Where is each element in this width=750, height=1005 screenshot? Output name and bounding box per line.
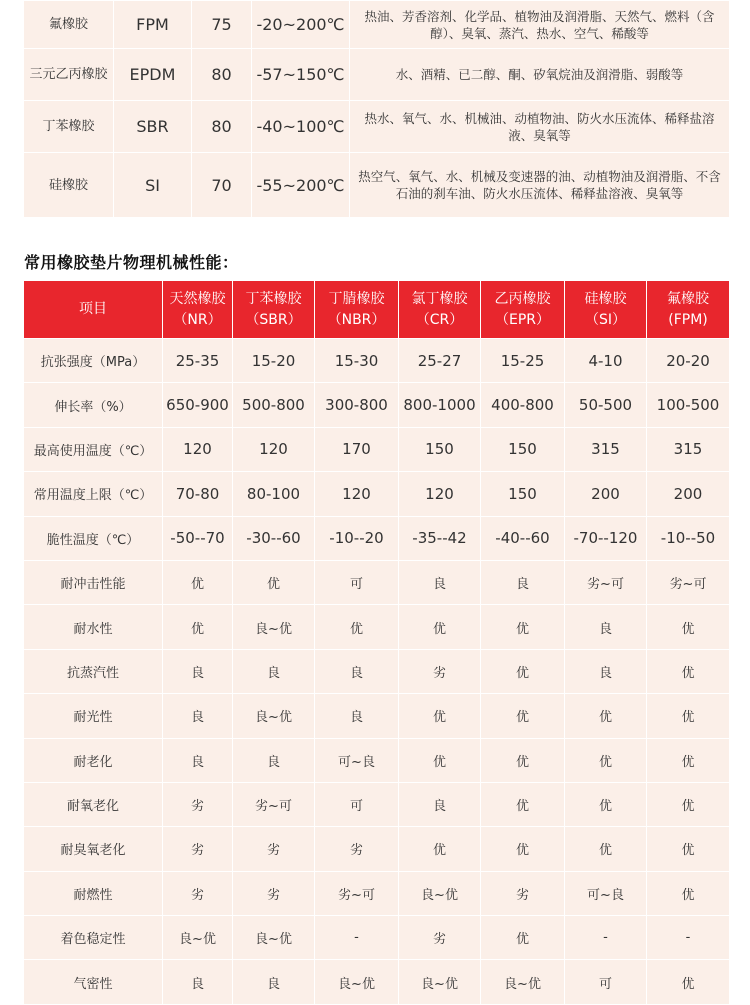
- property-value: -: [647, 916, 730, 960]
- property-label: 耐水性: [24, 605, 163, 649]
- properties-body: [24, 339, 730, 1005]
- property-value: 良: [163, 738, 233, 782]
- property-label: 最高使用温度（℃）: [24, 427, 163, 471]
- property-value: 可~良: [565, 871, 647, 915]
- property-label: 耐老化: [24, 738, 163, 782]
- header-code: （NR）: [173, 311, 222, 328]
- property-label: 耐冲击性能: [24, 560, 163, 604]
- property-value: 优: [481, 694, 565, 738]
- property-value: 优: [647, 649, 730, 693]
- material-code: EPDM: [114, 49, 192, 101]
- header-label: 项目: [79, 301, 107, 317]
- table-row: [24, 153, 730, 218]
- property-label: 耐燃性: [24, 871, 163, 915]
- property-value: 优: [647, 782, 730, 826]
- property-value: 优: [647, 827, 730, 871]
- property-value: 劣: [481, 871, 565, 915]
- table-row: [24, 916, 730, 960]
- material-code: SBR: [114, 101, 192, 153]
- table-row: [24, 560, 730, 604]
- header-code: （SBR）: [245, 311, 302, 328]
- hardness-value: 80: [192, 49, 252, 101]
- table-row: [24, 383, 730, 427]
- property-value: 良~优: [315, 960, 399, 1004]
- header-label: 丁腈橡胶: [328, 290, 385, 307]
- header-label: 乙丙橡胶: [494, 290, 551, 307]
- property-value: -10--50: [647, 516, 730, 560]
- property-value: 70-80: [163, 472, 233, 516]
- hardness-value: 70: [192, 153, 252, 218]
- property-value: 良~优: [233, 694, 315, 738]
- applicable-media: 热油、芳香溶剂、化学品、植物油及润滑脂、天然气、燃料（含醇）、臭氧、蒸汽、热水、空气、稀酸等: [350, 1, 730, 49]
- header-sbr: [233, 281, 315, 339]
- property-value: 150: [399, 427, 481, 471]
- property-label: 耐光性: [24, 694, 163, 738]
- property-value: 优: [565, 694, 647, 738]
- property-value: 25-35: [163, 339, 233, 383]
- property-value: -35--42: [399, 516, 481, 560]
- property-value: 良: [163, 694, 233, 738]
- header-row: [24, 281, 730, 339]
- property-value: 150: [481, 472, 565, 516]
- property-value: 良~优: [399, 960, 481, 1004]
- header-label: 氟橡胶: [667, 290, 709, 307]
- property-label: 抗张强度（MPa）: [24, 339, 163, 383]
- header-cr: [399, 281, 481, 339]
- temperature-range: -40~100℃: [252, 101, 350, 153]
- property-value: 300-800: [315, 383, 399, 427]
- table-row: [24, 427, 730, 471]
- property-value: 良~优: [233, 605, 315, 649]
- header-fpm: [647, 281, 730, 339]
- property-label: 着色稳定性: [24, 916, 163, 960]
- property-value: 劣~可: [647, 560, 730, 604]
- header-label: 天然橡胶: [169, 290, 226, 307]
- property-value: 200: [647, 472, 730, 516]
- material-code: FPM: [114, 1, 192, 49]
- property-value: 150: [481, 427, 565, 471]
- header-nr: [163, 281, 233, 339]
- table-row: [24, 738, 730, 782]
- property-label: 伸长率（%）: [24, 383, 163, 427]
- property-value: 劣: [233, 871, 315, 915]
- property-value: 25-27: [399, 339, 481, 383]
- property-value: 20-20: [647, 339, 730, 383]
- header-code: （CR）: [415, 311, 464, 328]
- table-row: [24, 871, 730, 915]
- property-value: 可~良: [315, 738, 399, 782]
- property-value: 100-500: [647, 383, 730, 427]
- material-name: 三元乙丙橡胶: [24, 49, 114, 101]
- property-value: 优: [163, 605, 233, 649]
- property-value: 4-10: [565, 339, 647, 383]
- property-value: 劣~可: [565, 560, 647, 604]
- property-value: 良~优: [233, 916, 315, 960]
- property-value: 315: [565, 427, 647, 471]
- property-value: 优: [565, 827, 647, 871]
- table-row: [24, 649, 730, 693]
- property-value: -40--60: [481, 516, 565, 560]
- property-label: 耐氧老化: [24, 782, 163, 826]
- temperature-range: -20~200℃: [252, 1, 350, 49]
- temperature-range: -55~200℃: [252, 153, 350, 218]
- applicable-media: 水、酒精、已二醇、酮、矽氧烷油及润滑脂、弱酸等: [350, 49, 730, 101]
- property-value: 良: [163, 649, 233, 693]
- property-value: 优: [399, 605, 481, 649]
- property-value: 优: [399, 694, 481, 738]
- property-value: 劣: [315, 827, 399, 871]
- property-value: 良~优: [163, 916, 233, 960]
- property-value: -70--120: [565, 516, 647, 560]
- property-value: 优: [481, 738, 565, 782]
- property-value: 劣: [399, 916, 481, 960]
- header-si: [565, 281, 647, 339]
- property-value: 劣: [163, 827, 233, 871]
- property-value: 良: [233, 960, 315, 1004]
- property-value: -: [315, 916, 399, 960]
- header-label: 丁苯橡胶: [245, 290, 302, 307]
- property-value: 可: [315, 560, 399, 604]
- property-value: 良~优: [399, 871, 481, 915]
- property-value: 120: [163, 427, 233, 471]
- property-value: 劣~可: [315, 871, 399, 915]
- property-value: 200: [565, 472, 647, 516]
- header-code: (FPM): [668, 311, 708, 328]
- property-value: 500-800: [233, 383, 315, 427]
- property-label: 耐臭氧老化: [24, 827, 163, 871]
- property-value: 315: [647, 427, 730, 471]
- property-value: 优: [565, 738, 647, 782]
- property-value: 劣: [163, 782, 233, 826]
- property-value: 可: [565, 960, 647, 1004]
- property-value: 良: [481, 560, 565, 604]
- header-label: 硅橡胶: [584, 290, 627, 307]
- property-value: 优: [647, 694, 730, 738]
- hardness-value: 80: [192, 101, 252, 153]
- property-value: 优: [647, 738, 730, 782]
- header-item: [24, 281, 163, 339]
- material-name: 丁苯橡胶: [24, 101, 114, 153]
- property-value: 良: [399, 782, 481, 826]
- table-row: [24, 827, 730, 871]
- hardness-value: 75: [192, 1, 252, 49]
- property-value: 劣~可: [233, 782, 315, 826]
- header-epr: [481, 281, 565, 339]
- applicable-media: 热水、氧气、水、机械油、动植物油、防火水压流体、稀释盐溶液、臭氧等: [350, 101, 730, 153]
- property-value: 可: [315, 782, 399, 826]
- applicable-media: 热空气、氧气、水、机械及变速器的油、动植物油及润滑脂、不含石油的刹车油、防火水压流体、稀释盐溶液、臭氧等: [350, 153, 730, 218]
- table-row: [24, 782, 730, 826]
- property-label: 脆性温度（℃）: [24, 516, 163, 560]
- property-value: 15-20: [233, 339, 315, 383]
- property-value: 优: [399, 827, 481, 871]
- property-value: 120: [233, 427, 315, 471]
- header-nbr: [315, 281, 399, 339]
- property-value: 50-500: [565, 383, 647, 427]
- rubber-usage-table: [23, 0, 730, 218]
- header-code: （NBR）: [327, 311, 386, 328]
- material-name: 氟橡胶: [24, 1, 114, 49]
- property-value: 15-30: [315, 339, 399, 383]
- property-value: 优: [481, 649, 565, 693]
- property-value: 良: [233, 738, 315, 782]
- property-value: 劣: [163, 871, 233, 915]
- property-value: 650-900: [163, 383, 233, 427]
- property-value: 120: [399, 472, 481, 516]
- property-value: 优: [481, 782, 565, 826]
- property-value: 优: [315, 605, 399, 649]
- material-code: SI: [114, 153, 192, 218]
- rubber-properties-table: [23, 280, 730, 1005]
- property-value: 良: [315, 649, 399, 693]
- table-row: [24, 1, 730, 49]
- material-name: 硅橡胶: [24, 153, 114, 218]
- property-value: 优: [647, 960, 730, 1004]
- header-code: （EPR）: [494, 311, 550, 328]
- property-value: 优: [163, 560, 233, 604]
- property-value: 良: [399, 560, 481, 604]
- property-value: 优: [233, 560, 315, 604]
- table-row: [24, 960, 730, 1004]
- property-value: 优: [481, 827, 565, 871]
- property-value: 优: [647, 871, 730, 915]
- property-value: 良: [565, 649, 647, 693]
- property-value: 80-100: [233, 472, 315, 516]
- table-row: [24, 101, 730, 153]
- property-value: 优: [399, 738, 481, 782]
- property-value: 800-1000: [399, 383, 481, 427]
- section-title: 常用橡胶垫片物理机械性能：: [24, 253, 239, 272]
- temperature-range: -57~150℃: [252, 49, 350, 101]
- property-value: 优: [647, 605, 730, 649]
- property-value: 170: [315, 427, 399, 471]
- table-row: [24, 516, 730, 560]
- property-label: 常用温度上限（℃）: [24, 472, 163, 516]
- property-value: -30--60: [233, 516, 315, 560]
- property-value: 优: [481, 605, 565, 649]
- property-value: 良: [233, 649, 315, 693]
- property-value: -: [565, 916, 647, 960]
- property-value: 优: [565, 782, 647, 826]
- table-row: [24, 472, 730, 516]
- property-label: 气密性: [24, 960, 163, 1004]
- property-value: 优: [481, 916, 565, 960]
- property-value: -50--70: [163, 516, 233, 560]
- property-value: 良~优: [481, 960, 565, 1004]
- header-label: 氯丁橡胶: [411, 290, 468, 307]
- table-row: [24, 605, 730, 649]
- property-value: 良: [163, 960, 233, 1004]
- table-row: [24, 339, 730, 383]
- header-code: （SI）: [584, 311, 626, 328]
- property-value: 120: [315, 472, 399, 516]
- table-row: [24, 49, 730, 101]
- property-label: 抗蒸汽性: [24, 649, 163, 693]
- property-value: 15-25: [481, 339, 565, 383]
- property-value: -10--20: [315, 516, 399, 560]
- table-row: [24, 694, 730, 738]
- property-value: 劣: [399, 649, 481, 693]
- property-value: 400-800: [481, 383, 565, 427]
- property-value: 劣: [233, 827, 315, 871]
- property-value: 良: [565, 605, 647, 649]
- property-value: 良: [315, 694, 399, 738]
